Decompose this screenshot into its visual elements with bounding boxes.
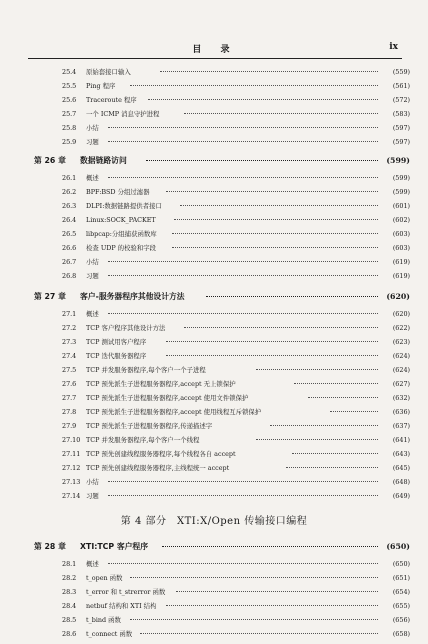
toc-entry [0, 586, 428, 598]
leader-dots [130, 577, 378, 578]
entry-page: (559) [392, 68, 410, 76]
entry-title: TCP 测试用客户程序 [86, 338, 147, 346]
leader-dots [148, 99, 378, 100]
entry-title: DLPI:数据链路提供者接口 [86, 202, 162, 210]
leader-dots [130, 85, 378, 86]
entry-page: (597) [392, 138, 410, 146]
leader-dots [206, 296, 378, 297]
toc-entry [0, 186, 428, 198]
chapter-number: 第 26 章 [34, 156, 66, 165]
toc-entry [0, 242, 428, 254]
entry-title: netbuf 结构和 XTI 结构 [86, 602, 157, 610]
leader-dots [256, 369, 378, 370]
leader-dots [166, 191, 378, 192]
entry-page: (624) [392, 366, 410, 374]
entry-title: TCP 预先派生子进程服务器程序,accept 无上锁保护 [86, 380, 236, 388]
entry-title: 概述 [86, 174, 99, 182]
leader-dots [292, 453, 378, 454]
toc-entry [0, 322, 428, 334]
chapter-title: XTI:TCP 客户程序 [80, 542, 149, 551]
entry-number: 25.5 [62, 82, 77, 90]
entry-number: 28.2 [62, 574, 77, 582]
entry-title: TCP 迭代服务器程序 [86, 352, 147, 360]
entry-number: 27.8 [62, 408, 77, 416]
entry-number: 26.2 [62, 188, 77, 196]
toc-entry [0, 600, 428, 612]
entry-number: 28.3 [62, 588, 77, 596]
entry-number: 28.1 [62, 560, 77, 568]
chapter-page: (620) [386, 292, 410, 301]
entry-title: TCP 并发服务器程序,每个客户一个线程 [86, 436, 200, 444]
entry-page: (603) [392, 230, 410, 238]
leader-dots [172, 247, 378, 248]
entry-number: 25.9 [62, 138, 77, 146]
entry-title: Traceroute 程序 [86, 96, 137, 104]
entry-page: (619) [392, 258, 410, 266]
leader-dots [256, 439, 378, 440]
entry-page: (561) [392, 82, 410, 90]
leader-dots [146, 160, 378, 161]
entry-page: (623) [392, 338, 410, 346]
toc-entry [0, 200, 428, 212]
leader-dots [162, 546, 378, 547]
toc-entry [0, 308, 428, 320]
entry-title: 一个 ICMP 消息守护进程 [86, 110, 160, 118]
toc-entry [0, 420, 428, 432]
leader-dots [108, 313, 378, 314]
entry-page: (619) [392, 272, 410, 280]
entry-page: (637) [392, 422, 410, 430]
entry-page: (599) [392, 174, 410, 182]
leader-dots [108, 177, 378, 178]
entry-page: (651) [392, 574, 410, 582]
entry-title: BPF:BSD 分组过滤器 [86, 188, 150, 196]
leader-dots [108, 481, 378, 482]
entry-page: (602) [392, 216, 410, 224]
leader-dots [166, 355, 378, 356]
toc-entry [0, 378, 428, 390]
entry-title: TCP 客户程序其他设计方法 [86, 324, 166, 332]
entry-number: 27.2 [62, 324, 77, 332]
entry-page: (583) [392, 110, 410, 118]
leader-dots [108, 127, 378, 128]
leader-dots [308, 397, 378, 398]
chapter-page: (599) [386, 156, 410, 165]
entry-number: 27.12 [62, 464, 81, 472]
toc-entry [0, 392, 428, 404]
leader-dots [172, 233, 378, 234]
chapter-number: 第 28 章 [34, 542, 66, 551]
entry-title: 概述 [86, 560, 99, 568]
leader-dots [270, 425, 378, 426]
entry-title: 习题 [86, 272, 99, 280]
entry-number: 28.4 [62, 602, 77, 610]
entry-number: 27.7 [62, 394, 77, 402]
entry-page: (655) [392, 602, 410, 610]
entry-number: 27.9 [62, 422, 77, 430]
entry-number: 25.7 [62, 110, 77, 118]
toc-entry [0, 628, 428, 640]
toc-entry [0, 572, 428, 584]
toc-entry [0, 94, 428, 106]
entry-number: 26.6 [62, 244, 77, 252]
entry-title: TCP 并发服务器程序,每个客户一个子进程 [86, 366, 206, 374]
toc-entry [0, 228, 428, 240]
toc-entry [0, 214, 428, 226]
leader-dots [130, 619, 378, 620]
entry-number: 27.6 [62, 380, 77, 388]
leader-dots [176, 591, 378, 592]
entry-page: (649) [392, 492, 410, 500]
entry-number: 26.4 [62, 216, 77, 224]
entry-title: TCP 预先派生子进程服务器程序,accept 使用线程互斥锁保护 [86, 408, 262, 416]
entry-number: 26.5 [62, 230, 77, 238]
entry-title: t_connect 函数 [86, 630, 133, 638]
chapter-number: 第 27 章 [34, 292, 66, 301]
toc-entry [0, 462, 428, 474]
entry-page: (645) [392, 464, 410, 472]
entry-number: 28.5 [62, 616, 77, 624]
toc-entry [0, 406, 428, 418]
entry-title: 原始套接口输入 [86, 68, 131, 76]
leader-dots [108, 563, 378, 564]
toc-entry [0, 172, 428, 184]
entry-number: 27.1 [62, 310, 77, 318]
leader-dots [184, 113, 378, 114]
leader-dots [108, 495, 378, 496]
entry-number: 26.7 [62, 258, 77, 266]
page-header-number: ix [389, 42, 398, 52]
toc-entry [0, 80, 428, 92]
entry-number: 27.13 [62, 478, 81, 486]
leader-dots [294, 383, 378, 384]
entry-page: (597) [392, 124, 410, 132]
leader-dots [108, 261, 378, 262]
entry-title: 概述 [86, 310, 99, 318]
entry-title: 习题 [86, 492, 99, 500]
entry-title: t_bind 函数 [86, 616, 121, 624]
toc-entry [0, 350, 428, 362]
entry-title: Linux:SOCK_PACKET [86, 216, 156, 224]
toc-entry [0, 434, 428, 446]
entry-title: TCP 预先派生子进程服务器程序,accept 使用文件锁保护 [86, 394, 249, 402]
entry-number: 27.10 [62, 436, 81, 444]
toc-entry [0, 66, 428, 78]
entry-title: 习题 [86, 138, 99, 146]
entry-title: TCP 预先创建线程服务器程序,主线程统一 accept [86, 464, 230, 472]
leader-dots [184, 327, 378, 328]
chapter-heading [0, 154, 428, 168]
entry-number: 27.4 [62, 352, 77, 360]
toc-entry [0, 122, 428, 134]
leader-dots [166, 341, 378, 342]
chapter-title: 数据链路访问 [80, 156, 127, 165]
entry-page: (627) [392, 380, 410, 388]
leader-dots [108, 141, 378, 142]
leader-dots [108, 275, 378, 276]
entry-page: (599) [392, 188, 410, 196]
entry-title: 小结 [86, 124, 99, 132]
page-header [28, 34, 402, 59]
entry-number: 26.3 [62, 202, 77, 210]
toc-entry [0, 558, 428, 570]
entry-page: (622) [392, 324, 410, 332]
entry-page: (650) [392, 560, 410, 568]
toc-entry [0, 256, 428, 268]
entry-page: (603) [392, 244, 410, 252]
entry-number: 27.3 [62, 338, 77, 346]
entry-page: (624) [392, 352, 410, 360]
toc-entry [0, 108, 428, 120]
entry-page: (648) [392, 478, 410, 486]
leader-dots [160, 71, 378, 72]
entry-number: 25.8 [62, 124, 77, 132]
entry-title: 小结 [86, 258, 99, 266]
part-heading: 第 4 部分 XTI:X/Open 传输接口编程 [120, 516, 308, 527]
leader-dots [166, 605, 378, 606]
entry-number: 27.11 [62, 450, 81, 458]
leader-dots [286, 467, 378, 468]
entry-page: (643) [392, 450, 410, 458]
entry-page: (658) [392, 630, 410, 638]
entry-number: 26.8 [62, 272, 77, 280]
leader-dots [140, 633, 378, 634]
leader-dots [330, 411, 378, 412]
page-header-title: 目 录 [192, 45, 238, 55]
entry-number: 27.14 [62, 492, 81, 500]
leader-dots [180, 205, 378, 206]
toc-entry [0, 476, 428, 488]
entry-title: libpcap:分组捕获函数库 [86, 230, 157, 238]
toc-entry [0, 490, 428, 502]
entry-title: t_error 和 t_strerror 函数 [86, 588, 166, 596]
chapter-heading [0, 540, 428, 554]
toc-entry [0, 336, 428, 348]
chapter-heading [0, 290, 428, 304]
entry-page: (641) [392, 436, 410, 444]
entry-page: (601) [392, 202, 410, 210]
toc-entry [0, 136, 428, 148]
entry-page: (636) [392, 408, 410, 416]
entry-page: (572) [392, 96, 410, 104]
entry-page: (620) [392, 310, 410, 318]
entry-number: 27.5 [62, 366, 77, 374]
entry-title: t_open 函数 [86, 574, 123, 582]
entry-number: 25.4 [62, 68, 77, 76]
entry-title: 检查 UDP 的校验和字段 [86, 244, 156, 252]
toc-entry [0, 614, 428, 626]
entry-number: 28.6 [62, 630, 77, 638]
entry-title: 小结 [86, 478, 99, 486]
chapter-page: (650) [386, 542, 410, 551]
entry-title: TCP 预先创建线程服务器程序,每个线程各自 accept [86, 450, 236, 458]
toc-entry [0, 364, 428, 376]
toc-entry [0, 448, 428, 460]
toc-entry [0, 270, 428, 282]
entry-page: (656) [392, 616, 410, 624]
entry-title: TCP 预先派生子进程服务器程序,传递描述字 [86, 422, 213, 430]
leader-dots [174, 219, 378, 220]
entry-title: Ping 程序 [86, 82, 116, 90]
entry-number: 26.1 [62, 174, 77, 182]
entry-page: (654) [392, 588, 410, 596]
entry-number: 25.6 [62, 96, 77, 104]
chapter-title: 客户-服务器程序其他设计方法 [80, 292, 185, 301]
entry-page: (632) [392, 394, 410, 402]
